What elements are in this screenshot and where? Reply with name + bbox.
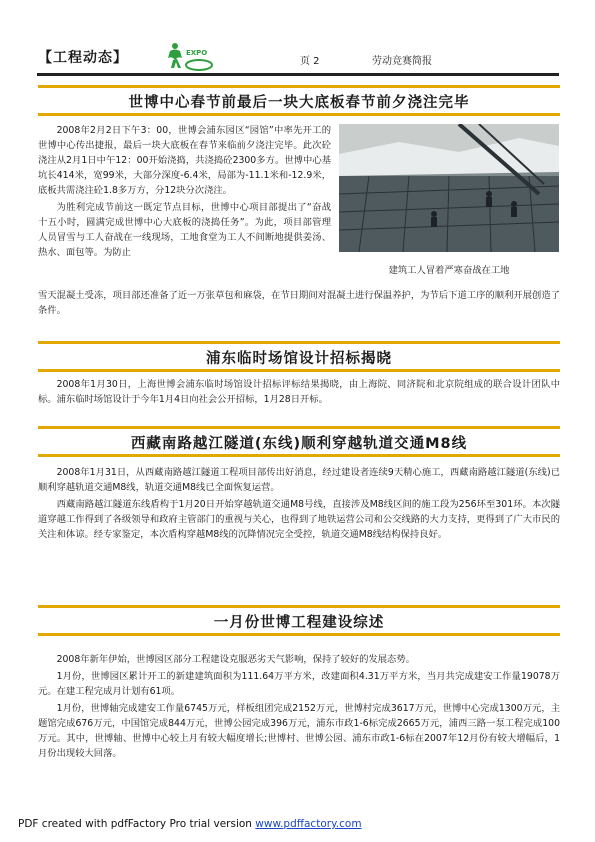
- section-title-block: [38, 605, 560, 636]
- article-body: [38, 652, 560, 761]
- pdf-footer: [18, 818, 362, 830]
- section-bar-bottom: [38, 113, 560, 116]
- construction-photo: [339, 124, 559, 252]
- publication-name: 劳动竞赛简报: [372, 56, 432, 67]
- paragraph: 为胜利完成节前这一既定节点目标，世博中心项目部提出了“奋战十五小时，圆满完成世博中心大底板的浇捣任务”。为此，项目部管理人员冒雪与工人奋战在一线现场，工地食堂为工人不间断地提供姜汤、热水、面包等。为防止: [38, 202, 331, 258]
- header-rule: [37, 73, 559, 76]
- section-title: 西藏南路越江隧道(东线)顺利穿越轨道交通M8线: [130, 436, 468, 452]
- paragraph: 2008年1月31日，从西藏南路越江隧道工程项目部传出好消息，经过建设者连续9天精心施工，西藏南路越江隧道(东线)已顺利穿越轨道交通M8线，轨道交通M8线已全面恢复运营。: [38, 467, 560, 493]
- section-bar-top: [38, 85, 560, 88]
- section-bar-top: [38, 605, 560, 608]
- paragraph: 2008年新年伊始，世博园区部分工程建设克服恶劣天气影响，保持了较好的发展态势。: [56, 654, 415, 665]
- section-bar-bottom: [38, 369, 560, 372]
- footer-link[interactable]: www.pdffactory.com: [255, 818, 362, 830]
- paragraph: 2008年1月30日，上海世博会浦东临时场馆设计招标评标结果揭晓，由上海院、同济院和北京院组成的联合设计团队中标。浦东临时场馆设计于今年1月4日向社会公开招标，1月28日开标。: [38, 379, 560, 405]
- paragraph: 雪天混凝土受冻，项目部还准备了近一万张草包和麻袋，在节日期间对混凝土进行保温养护，为节后下道工序的顺利开展创造了条件。: [38, 290, 560, 316]
- section-bar-bottom: [38, 633, 560, 636]
- section-title: 一月份世博工程建设综述: [213, 615, 385, 631]
- paragraph: 2008年2月2日下午3：00，世博会浦东园区“园馆”中率先开工的世博中心传出捷报，最后一块大底板在春节来临前夕浇注完毕。此次砼浇注从2月1日中午12：00开始浇捣，共浇捣砼2300多方。世博中心基坑长414米，宽99米，大部分深度-6.4米，局部为-11.1米和-12.9米，底板共需浇注砼1.8多万方，分12块分次浇注。: [38, 125, 331, 196]
- photo-caption: 建筑工人冒着严寒奋战在工地: [388, 265, 510, 276]
- section-bar-top: [38, 426, 560, 429]
- logo-text: EXPO: [186, 49, 208, 57]
- article-body: [38, 377, 560, 407]
- section-title-block: [38, 426, 560, 457]
- paragraph: 1月份，世博园区累计开工的新建建筑面积为111.64万平方米，改建面积4.31万平方米，当月共完成建安工作量19078万元。在建工程完成月计划有61项。: [38, 671, 560, 697]
- paragraph: 1月份，世博轴完成建安工作量6745万元，样板组团完成2152万元，世博村完成3617万元，世博中心完成1300万元，主题馆完成676万元，中国馆完成844万元，世博公园完成396万元，浦东市政1-6标完成2665万元，浦西三路一泵工程完成100万元。其中，世博轴、世博中心较上月有较大幅度增长;世博村、世博公园、浦东市政1-6标在2007年12月份有较大增幅后，1月份出现较大回落。: [38, 703, 560, 759]
- article-body: [38, 465, 560, 542]
- section-bar-top: [38, 341, 560, 344]
- section-title: 浦东临时场馆设计招标揭晓: [206, 351, 392, 367]
- section-title-block: [38, 341, 560, 372]
- column-tag: 【工程动态】: [38, 50, 128, 66]
- section-bar-bottom: [38, 454, 560, 457]
- paragraph: 西藏南路越江隧道东线盾构于1月20日开始穿越轨道交通M8号线，直接涉及M8线区间的施工段为256环至301环。本次隧道穿越工作得到了各级领导和政府主管部门的重视与关心，也得到了地铁运营公司和公交线路的大力支持，更得到了广大市民的关注和体谅。经专家鉴定，本次盾构穿越M8线的沉降情况完全受控，轨道交通M8线结构保持良好。: [38, 499, 560, 540]
- section-title: 世博中心春节前最后一块大底板春节前夕浇注完毕: [128, 95, 470, 111]
- article-body: [38, 123, 331, 260]
- footer-text: PDF created with pdfFactory Pro trial version: [18, 818, 256, 830]
- article-body-continued: [38, 288, 560, 318]
- page-number: 页 2: [300, 56, 320, 67]
- expo-logo: [166, 40, 214, 72]
- section-title-block: [38, 85, 560, 116]
